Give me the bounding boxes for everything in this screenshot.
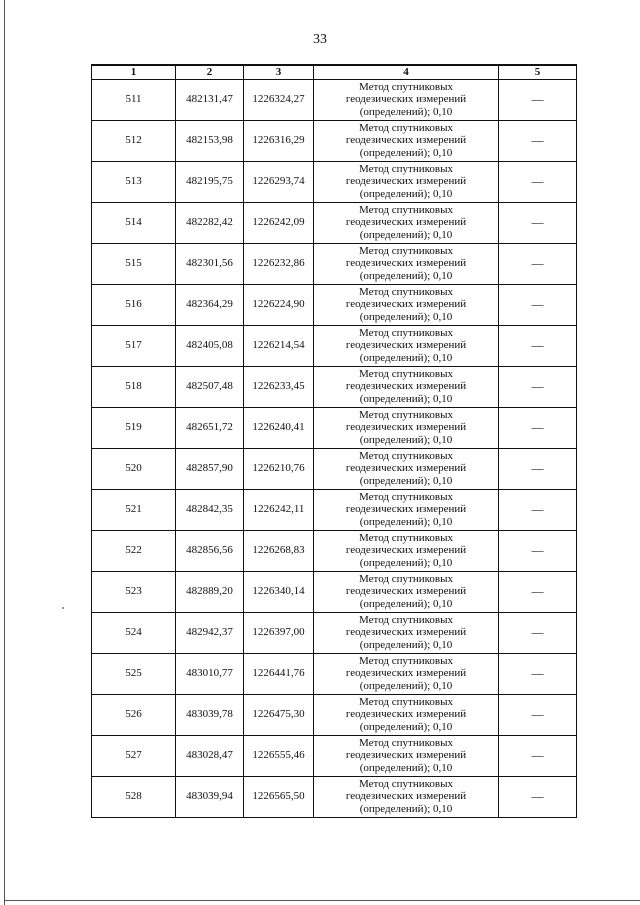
scan-edge-bottom: [4, 900, 640, 901]
table-row: [92, 120, 577, 161]
table-row: [92, 366, 577, 407]
point-number-cell: 526: [92, 694, 176, 735]
y-coordinate-cell: 1226293,74: [244, 161, 314, 202]
note-cell: [499, 612, 577, 653]
method-line-1: Метод спутниковых: [359, 695, 453, 708]
dash-mark: —: [531, 460, 544, 475]
method-line-2: геодезических измерений: [345, 708, 467, 721]
method-cell: [314, 161, 499, 202]
x-coordinate-cell: 482856,56: [176, 530, 244, 571]
point-number-cell: 515: [92, 243, 176, 284]
note-cell: [499, 530, 577, 571]
method-line-3: (определений); 0,10: [359, 269, 453, 282]
note-cell: [499, 202, 577, 243]
column-header-2: 2: [176, 65, 244, 79]
method-line-1: Метод спутниковых: [359, 777, 453, 790]
note-cell: [499, 653, 577, 694]
y-coordinate-cell: 1226224,90: [244, 284, 314, 325]
table-row: [92, 407, 577, 448]
table-row: [92, 284, 577, 325]
method-line-3: (определений); 0,10: [359, 474, 453, 487]
table-header-row: [92, 65, 577, 79]
dash-mark: —: [531, 624, 544, 639]
x-coordinate-cell: 483039,94: [176, 776, 244, 817]
method-line-1: Метод спутниковых: [359, 121, 453, 134]
note-cell: [499, 243, 577, 284]
dash-mark: —: [531, 378, 544, 393]
table-row: [92, 776, 577, 817]
table-row: [92, 653, 577, 694]
column-header-5: 5: [499, 65, 577, 79]
method-cell: [314, 120, 499, 161]
method-line-2: геодезических измерений: [345, 626, 467, 639]
point-number-cell: 517: [92, 325, 176, 366]
method-cell: [314, 202, 499, 243]
dash-mark: —: [531, 583, 544, 598]
x-coordinate-cell: 482131,47: [176, 79, 244, 120]
column-header-4: 4: [314, 65, 499, 79]
method-line-3: (определений); 0,10: [359, 761, 453, 774]
point-number-cell: 519: [92, 407, 176, 448]
method-line-3: (определений); 0,10: [359, 187, 453, 200]
method-cell: [314, 735, 499, 776]
method-cell: [314, 243, 499, 284]
method-line-1: Метод спутниковых: [359, 162, 453, 175]
x-coordinate-cell: 482153,98: [176, 120, 244, 161]
point-number-cell: 518: [92, 366, 176, 407]
dash-mark: —: [531, 542, 544, 557]
method-line-1: Метод спутниковых: [359, 203, 453, 216]
table-row: [92, 448, 577, 489]
table-row: [92, 243, 577, 284]
method-line-2: геодезических измерений: [345, 790, 467, 803]
x-coordinate-cell: 482364,29: [176, 284, 244, 325]
dash-mark: —: [531, 747, 544, 762]
y-coordinate-cell: 1226210,76: [244, 448, 314, 489]
method-line-3: (определений); 0,10: [359, 679, 453, 692]
method-line-2: геодезических измерений: [345, 298, 467, 311]
note-cell: [499, 120, 577, 161]
table-row: [92, 489, 577, 530]
dash-mark: —: [531, 706, 544, 721]
page-number: 33: [313, 32, 327, 47]
table-row: [92, 612, 577, 653]
method-line-3: (определений); 0,10: [359, 392, 453, 405]
note-cell: [499, 735, 577, 776]
method-line-3: (определений); 0,10: [359, 433, 453, 446]
method-cell: [314, 284, 499, 325]
x-coordinate-cell: 482195,75: [176, 161, 244, 202]
method-cell: [314, 530, 499, 571]
x-coordinate-cell: 483039,78: [176, 694, 244, 735]
method-cell: [314, 653, 499, 694]
y-coordinate-cell: 1226397,00: [244, 612, 314, 653]
point-number-cell: 516: [92, 284, 176, 325]
y-coordinate-cell: 1226242,09: [244, 202, 314, 243]
method-line-3: (определений); 0,10: [359, 720, 453, 733]
x-coordinate-cell: 483010,77: [176, 653, 244, 694]
method-line-1: Метод спутниковых: [359, 285, 453, 298]
method-cell: [314, 407, 499, 448]
dash-mark: —: [531, 214, 544, 229]
y-coordinate-cell: 1226214,54: [244, 325, 314, 366]
method-line-3: (определений); 0,10: [359, 310, 453, 323]
method-line-3: (определений); 0,10: [359, 228, 453, 241]
method-line-2: геодезических измерений: [345, 749, 467, 762]
point-number-cell: 524: [92, 612, 176, 653]
dash-mark: —: [531, 132, 544, 147]
point-number-cell: 513: [92, 161, 176, 202]
method-line-1: Метод спутниковых: [359, 80, 453, 93]
method-cell: [314, 79, 499, 120]
method-line-2: геодезических измерений: [345, 339, 467, 352]
dash-mark: —: [531, 255, 544, 270]
method-line-2: геодезических измерений: [345, 216, 467, 229]
method-line-2: геодезических измерений: [345, 544, 467, 557]
method-line-2: геодезических измерений: [345, 175, 467, 188]
note-cell: [499, 571, 577, 612]
method-line-3: (определений); 0,10: [359, 146, 453, 159]
dash-mark: —: [531, 788, 544, 803]
method-line-1: Метод спутниковых: [359, 367, 453, 380]
point-number-cell: 511: [92, 79, 176, 120]
y-coordinate-cell: 1226340,14: [244, 571, 314, 612]
y-coordinate-cell: 1226441,76: [244, 653, 314, 694]
method-line-2: геодезических измерений: [345, 380, 467, 393]
method-cell: [314, 366, 499, 407]
method-line-2: геодезических измерений: [345, 93, 467, 106]
y-coordinate-cell: 1226475,30: [244, 694, 314, 735]
x-coordinate-cell: 482942,37: [176, 612, 244, 653]
point-number-cell: 525: [92, 653, 176, 694]
note-cell: [499, 161, 577, 202]
y-coordinate-cell: 1226324,27: [244, 79, 314, 120]
dash-mark: —: [531, 296, 544, 311]
method-line-1: Метод спутниковых: [359, 572, 453, 585]
x-coordinate-cell: 482301,56: [176, 243, 244, 284]
dash-mark: —: [531, 665, 544, 680]
table-row: [92, 79, 577, 120]
method-line-3: (определений); 0,10: [359, 515, 453, 528]
method-line-2: геодезических измерений: [345, 257, 467, 270]
note-cell: [499, 366, 577, 407]
note-cell: [499, 489, 577, 530]
method-line-3: (определений); 0,10: [359, 597, 453, 610]
dash-mark: —: [531, 419, 544, 434]
y-coordinate-cell: 1226240,41: [244, 407, 314, 448]
note-cell: [499, 325, 577, 366]
method-line-1: Метод спутниковых: [359, 408, 453, 421]
method-line-1: Метод спутниковых: [359, 613, 453, 626]
note-cell: [499, 448, 577, 489]
method-line-3: (определений); 0,10: [359, 802, 453, 815]
note-cell: [499, 407, 577, 448]
method-cell: [314, 776, 499, 817]
y-coordinate-cell: 1226233,45: [244, 366, 314, 407]
table-row: [92, 735, 577, 776]
method-line-3: (определений); 0,10: [359, 556, 453, 569]
note-cell: [499, 776, 577, 817]
method-cell: [314, 325, 499, 366]
table-row: [92, 571, 577, 612]
method-line-3: (определений); 0,10: [359, 351, 453, 364]
method-cell: [314, 694, 499, 735]
method-line-1: Метод спутниковых: [359, 326, 453, 339]
table-row: [92, 325, 577, 366]
y-coordinate-cell: 1226316,29: [244, 120, 314, 161]
note-cell: [499, 79, 577, 120]
method-line-2: геодезических измерений: [345, 585, 467, 598]
x-coordinate-cell: 482507,48: [176, 366, 244, 407]
method-line-2: геодезических измерений: [345, 134, 467, 147]
method-line-1: Метод спутниковых: [359, 244, 453, 257]
method-line-2: геодезических измерений: [345, 462, 467, 475]
column-header-1: 1: [92, 65, 176, 79]
dash-mark: —: [531, 91, 544, 106]
y-coordinate-cell: 1226555,46: [244, 735, 314, 776]
point-number-cell: 512: [92, 120, 176, 161]
note-cell: [499, 694, 577, 735]
method-line-2: геодезических измерений: [345, 421, 467, 434]
scan-edge-left: [4, 0, 5, 905]
table-row: [92, 202, 577, 243]
table-row: [92, 161, 577, 202]
x-coordinate-cell: 482405,08: [176, 325, 244, 366]
point-number-cell: 520: [92, 448, 176, 489]
point-number-cell: 522: [92, 530, 176, 571]
x-coordinate-cell: 483028,47: [176, 735, 244, 776]
method-line-1: Метод спутниковых: [359, 490, 453, 503]
note-cell: [499, 284, 577, 325]
method-line-2: геодезических измерений: [345, 667, 467, 680]
table-body: [92, 79, 577, 817]
table-row: [92, 530, 577, 571]
method-line-3: (определений); 0,10: [359, 105, 453, 118]
x-coordinate-cell: 482889,20: [176, 571, 244, 612]
dash-mark: —: [531, 173, 544, 188]
column-header-3: 3: [244, 65, 314, 79]
method-line-3: (определений); 0,10: [359, 638, 453, 651]
x-coordinate-cell: 482651,72: [176, 407, 244, 448]
point-number-cell: 521: [92, 489, 176, 530]
coordinates-table: [91, 64, 577, 818]
point-number-cell: 514: [92, 202, 176, 243]
point-number-cell: 528: [92, 776, 176, 817]
method-cell: [314, 612, 499, 653]
x-coordinate-cell: 482282,42: [176, 202, 244, 243]
method-cell: [314, 489, 499, 530]
dash-mark: —: [531, 501, 544, 516]
table-row: [92, 694, 577, 735]
point-number-cell: 523: [92, 571, 176, 612]
x-coordinate-cell: 482842,35: [176, 489, 244, 530]
method-cell: [314, 448, 499, 489]
point-number-cell: 527: [92, 735, 176, 776]
method-line-1: Метод спутниковых: [359, 449, 453, 462]
method-line-2: геодезических измерений: [345, 503, 467, 516]
method-line-1: Метод спутниковых: [359, 654, 453, 667]
x-coordinate-cell: 482857,90: [176, 448, 244, 489]
y-coordinate-cell: 1226565,50: [244, 776, 314, 817]
y-coordinate-cell: 1226268,83: [244, 530, 314, 571]
y-coordinate-cell: 1226232,86: [244, 243, 314, 284]
scan-speck: [62, 607, 64, 609]
dash-mark: —: [531, 337, 544, 352]
y-coordinate-cell: 1226242,11: [244, 489, 314, 530]
method-cell: [314, 571, 499, 612]
method-line-1: Метод спутниковых: [359, 736, 453, 749]
method-line-1: Метод спутниковых: [359, 531, 453, 544]
